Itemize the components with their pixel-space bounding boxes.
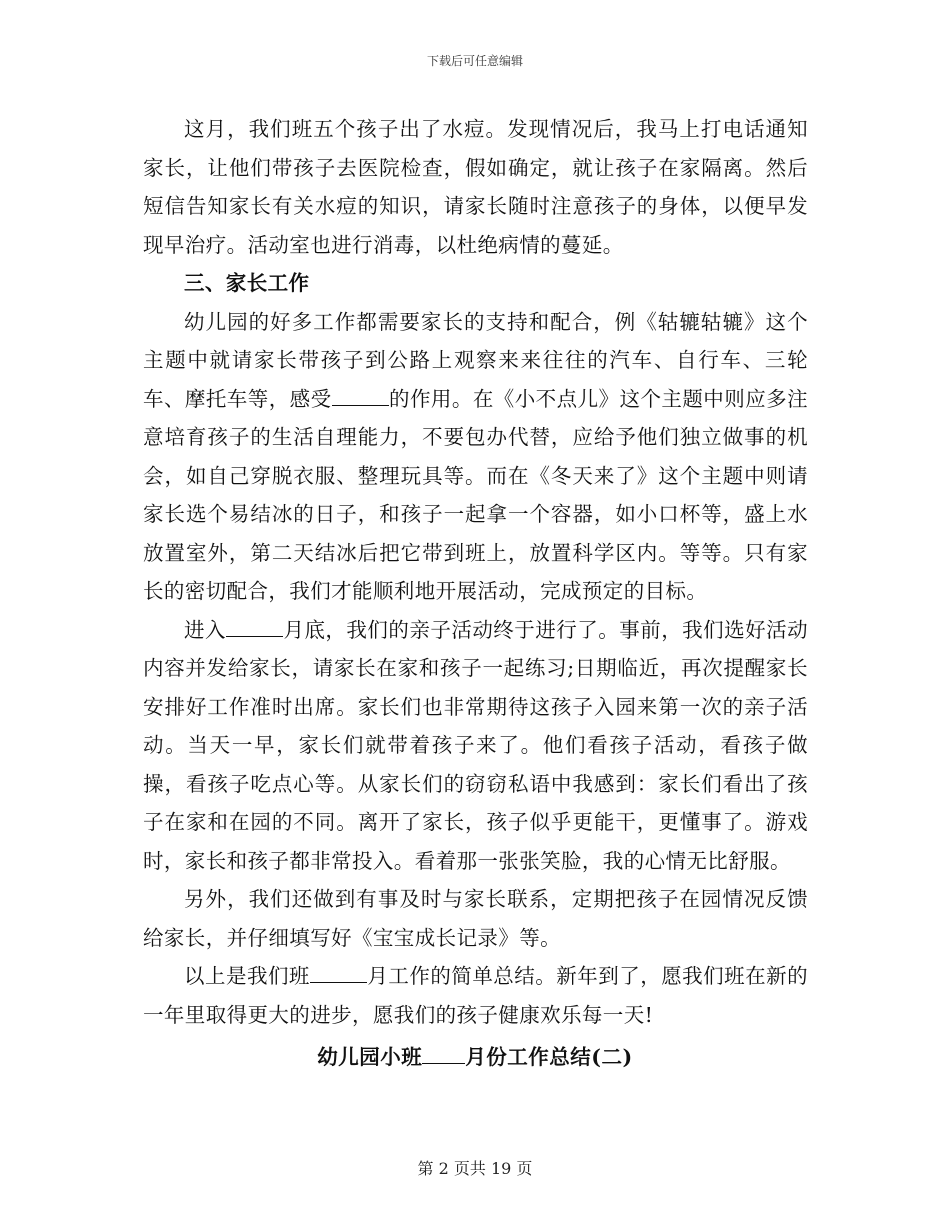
page-header: 下载后可任意编辑 xyxy=(426,54,523,68)
paragraph-parent-support xyxy=(143,303,808,611)
paragraph-varicella: 这月，我们班五个孩子出了水痘。发现情况后，我马上打电话通知家长，让他们带孩子去医院检查，假如确定，就让孩子在家隔离。然后短信告知家长有关水痘的知识，请家长随时注意孩子的身体，以便早发现早治疗。活动室也进行消毒，以杜绝病情的蔓延。 xyxy=(143,117,808,257)
title-text: 幼儿园小班 xyxy=(317,1045,423,1069)
paragraph-text: 进入 xyxy=(184,617,226,642)
paragraph-contact-parents: 另外，我们还做到有事及时与家长联系，定期把孩子在园情况反馈给家长，并仔细填写好《宝宝成长记录》等。 xyxy=(143,887,808,950)
page-number: 第 2 页共 19 页 xyxy=(417,1159,533,1178)
section-heading-parent-work: 三、家长工作 xyxy=(184,271,310,295)
paragraph-text: 的作用。在《小不点儿》这个主题中则应多注意培育孩子的生活自理能力，不要包办代替，应给予他们独立做事的机会，如自己穿脱衣服、整理玩具等。而在《冬天来了》这个主题中则请家长选个易结冰的日子，和孩子一起拿一个容器，如小口杯等，盛上水放置室外，第二天结冰后把它带到班上，放置科学区内。等等。只有家长的密切配合，我们才能顺利地开展活动，完成预定的目标。 xyxy=(143,386,809,603)
paragraph-text: 幼儿园的好多工作都需要家长的支持和配合，例《轱辘轱辘》这个主题中就请家长带孩子到公路上观察来来往往的汽车、自行车、三轮车、摩托车等，感受 xyxy=(143,309,808,411)
paragraph-text: 以上是我们班 xyxy=(184,964,310,988)
fill-in-blank xyxy=(332,385,389,405)
paragraph-parent-child-activity xyxy=(143,611,808,881)
fill-in-blank xyxy=(422,1044,465,1064)
document-body xyxy=(143,110,808,1034)
paragraph-text: 月底，我们的亲子活动终于进行了。事前，我们选好活动内容并发给家长，请家长在家和孩子一起练习;日期临近，再次提醒家长安排好工作准时出席。家长们也非常期待这孩子入园来第一次的亲子活动。当天一早，家长们就带着孩子来了。他们看孩子活动，看孩子做操，看孩子吃点心等。从家长们的窃窃私语中我感到：家长们看出了孩子在家和在园的不同。离开了家长，孩子似乎更能干，更懂事了。游戏时，家长和孩子都非常投入。看着那一张张笑脸，我的心情无比舒服。 xyxy=(143,617,809,873)
paragraph-summary xyxy=(143,957,808,1034)
fill-in-blank xyxy=(226,616,283,636)
paragraph-text: 月工作的简单总结。新年到了，愿我们班在新的一年里取得更大的进步，愿我们的孩子健康欢乐每一天! xyxy=(143,964,808,1027)
title-text: 月份工作总结(二) xyxy=(465,1045,633,1069)
fill-in-blank xyxy=(310,963,367,983)
document-title xyxy=(0,1040,950,1070)
